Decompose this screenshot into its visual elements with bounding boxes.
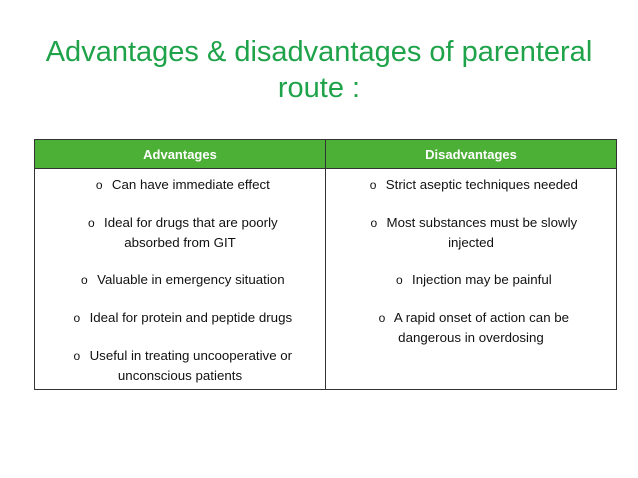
bullet-icon: o xyxy=(95,178,103,192)
bullet-icon: o xyxy=(73,311,81,325)
advantages-cell xyxy=(35,169,326,390)
slide-title xyxy=(40,34,598,106)
list-item: o Most substances must be slowly injected xyxy=(332,213,610,252)
bullet-icon: o xyxy=(87,216,95,230)
header-disadvantages: Disadvantages xyxy=(326,140,617,169)
list-item: o Ideal for drugs that are poorly absorbed from GIT xyxy=(41,213,319,252)
slide-title-line-1: Advantages & disadvantages of parenteral xyxy=(45,36,593,68)
list-item: o A rapid onset of action can be dangerous in overdosing xyxy=(332,308,610,347)
table-body-row xyxy=(35,169,617,390)
advantages-list xyxy=(41,175,319,385)
bullet-icon: o xyxy=(395,273,403,287)
bullet-icon: o xyxy=(81,273,88,287)
table-header-row xyxy=(35,140,617,169)
disadvantages-list xyxy=(332,175,610,347)
slide-title-line-2: route : xyxy=(277,72,361,104)
header-advantages: Advantages xyxy=(35,140,326,169)
list-item: o Injection may be painful xyxy=(332,270,610,290)
bullet-icon: o xyxy=(369,178,377,192)
bullet-icon: o xyxy=(370,216,378,230)
bullet-icon: o xyxy=(73,349,81,363)
list-item: o Strict aseptic techniques needed xyxy=(332,175,610,195)
disadvantages-cell xyxy=(326,169,617,390)
list-item: o Can have immediate effect xyxy=(41,175,319,195)
comparison-table xyxy=(34,139,617,390)
list-item: o Valuable in emergency situation xyxy=(41,270,319,290)
list-item: o Useful in treating uncooperative or unconscious patients xyxy=(41,346,319,385)
list-item: o Ideal for protein and peptide drugs xyxy=(41,308,319,328)
bullet-icon: o xyxy=(378,311,386,325)
